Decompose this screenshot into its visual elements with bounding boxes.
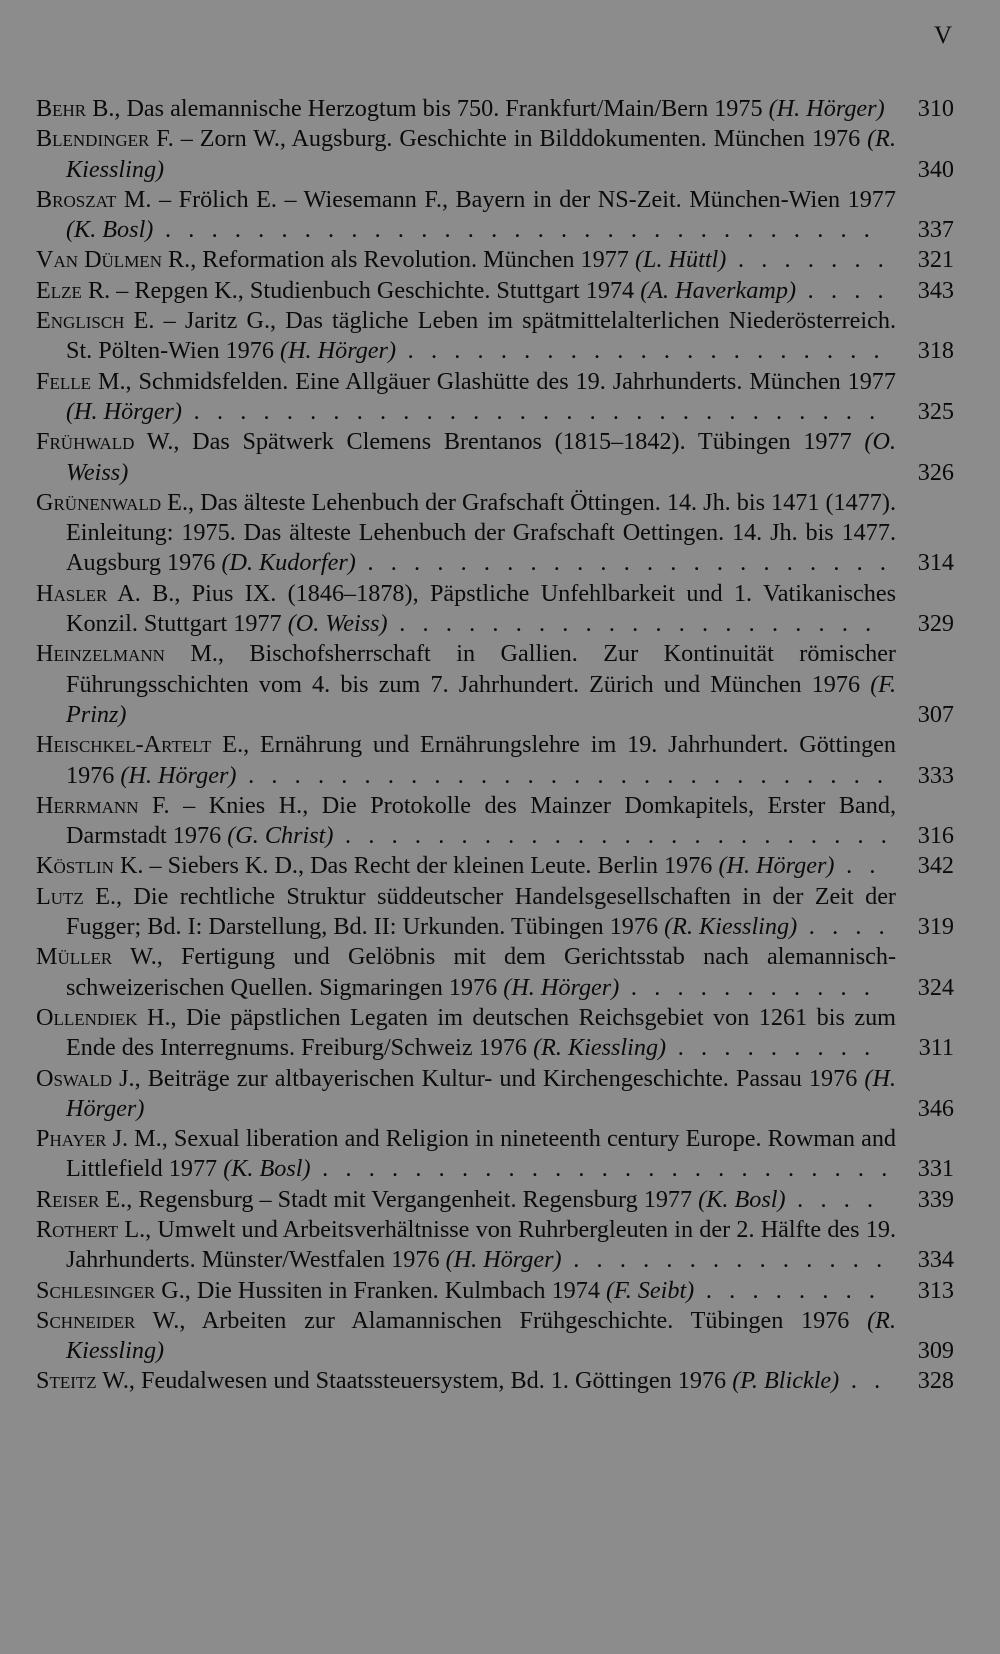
entry-title: E., Regensburg – Stadt mit Vergangenheit. Regensburg 1977 xyxy=(99,1185,699,1213)
page-reference: 324 xyxy=(917,973,954,1001)
author-name: Frühwald xyxy=(36,428,135,456)
author-name: Köstlin xyxy=(36,852,114,880)
page-reference: 340 xyxy=(917,155,954,183)
reviewer-name: (F. Prinz) xyxy=(66,670,896,728)
reviewer-name: (R. Kiessling) xyxy=(664,913,798,941)
page-reference: 346 xyxy=(917,1094,954,1122)
index-entry xyxy=(36,427,954,488)
page-reference: 334 xyxy=(917,1246,954,1274)
author-name: Schlesinger xyxy=(36,1276,156,1304)
page-reference: 329 xyxy=(917,610,954,638)
index-entry xyxy=(36,94,954,124)
dot-leader: . . . . . . . . . . . . . . . . . . . . . . . . . . . . xyxy=(236,761,889,789)
dot-leader: . . . . xyxy=(785,1185,879,1213)
page-reference: 343 xyxy=(917,276,954,304)
author-name: Heischkel-Artelt xyxy=(36,731,212,759)
author-name: Behr xyxy=(36,95,87,122)
page-reference: 333 xyxy=(917,761,954,789)
entry-title: B., Das alemannische Herzogtum bis 750. Frankfurt/Main/Bern 1975 xyxy=(86,95,769,122)
reviewer-name: (R. Kiessling) xyxy=(66,1306,896,1365)
reviewer-name: (A. Haverkamp) xyxy=(640,276,797,304)
entry-title: G., Die Hussiten in Franken. Kulmbach 1974 xyxy=(155,1276,606,1304)
dot-leader: . . xyxy=(839,1367,886,1395)
index-entry xyxy=(36,1185,954,1215)
page-reference: 311 xyxy=(918,1034,954,1062)
author-name: Müller xyxy=(36,943,113,971)
page-reference: 339 xyxy=(917,1185,954,1213)
author-name: Van Dülmen xyxy=(36,246,162,274)
entry-title: E., Das älteste Lehenbuch der Grafschaft Öttingen. 14. Jh. bis 1471 (1477). Einleitung: 1975. Das älteste Lehenbuch der Grafschaft Oettingen. 14. Jh. bis 1477. Augsburg 1976 xyxy=(66,488,896,577)
index-entry xyxy=(36,882,954,943)
reviewer-name: (H. Hörger) xyxy=(718,852,835,880)
index-entry xyxy=(36,367,954,428)
reviewer-name: (K. Bosl) xyxy=(698,1185,786,1213)
author-name: Grünenwald xyxy=(36,488,162,516)
entry-title: H., Die päpstlichen Legaten im deutschen Reichsgebiet von 1261 bis zum Ende des Interregnums. Freiburg/Schweiz 1976 xyxy=(66,1003,896,1062)
page-reference: 328 xyxy=(917,1367,954,1395)
dot-leader: . . . . . . . . . . . . . . . . . . . . . . . xyxy=(355,549,892,577)
entry-title: E., Die rechtliche Struktur süddeutscher Handelsgesellschaften in der Zeit der Fugger; Bd. I: Darstellung, Bd. II: Urkunden. Tübingen 1976 xyxy=(66,882,896,941)
author-name: Herrmann xyxy=(36,791,139,819)
reviewer-name: (R. Kiessling) xyxy=(66,125,896,183)
index-entry xyxy=(36,579,954,640)
entry-title: R., Reformation als Revolution. München 1977 xyxy=(161,246,635,274)
reviewer-name: (R. Kiessling) xyxy=(533,1034,667,1062)
dot-leader: . . . . xyxy=(796,276,890,304)
author-name: Lutz xyxy=(36,882,84,910)
page-reference: 321 xyxy=(917,246,954,274)
author-name: Elze xyxy=(36,276,82,304)
index-entry xyxy=(36,851,954,881)
entry-title: W., Arbeiten zur Alamannischen Frühgeschichte. Tübingen 1976 xyxy=(135,1306,868,1334)
entry-title: R. – Repgen K., Studienbuch Geschichte. Stuttgart 1974 xyxy=(81,276,641,304)
page-number: V xyxy=(934,22,953,49)
index-entry xyxy=(36,488,954,579)
index-entry xyxy=(36,942,954,1003)
entry-title: J. M., Sexual liberation and Religion in nineteenth century Europe. Rowman and Littlefield 1977 xyxy=(66,1125,896,1183)
entry-title: F. – Zorn W., Augsburg. Geschichte in Bilddokumenten. München 1976 xyxy=(149,125,868,153)
author-name: Blendinger xyxy=(36,125,150,153)
dot-leader: . . . . . . . . . . . . . . . . . . . . . xyxy=(396,337,886,365)
entry-title: L., Umwelt und Arbeitsverhältnisse von Ruhrbergleuten in der 2. Hälfte des 19. Jahrhunderts. Münster/Westfalen 1976 xyxy=(66,1215,896,1274)
entry-title: W., Das Spätwerk Clemens Brentanos (1815–1842). Tübingen 1977 xyxy=(134,428,865,456)
reviewer-name: (P. Blickle) xyxy=(732,1367,840,1395)
index-entries xyxy=(36,94,954,1397)
index-entry xyxy=(36,306,954,367)
dot-leader: . . . . . . . . . . . . . . xyxy=(561,1246,888,1274)
reviewer-name: (K. Bosl) xyxy=(66,216,154,244)
index-entry xyxy=(36,1124,954,1185)
reviewer-name: (K. Bosl) xyxy=(223,1155,311,1183)
reviewer-name: (H. Hörger) xyxy=(503,973,620,1001)
entry-title: K. – Siebers K. D., Das Recht der kleinen Leute. Berlin 1976 xyxy=(113,852,719,880)
author-name: Schneider xyxy=(36,1306,136,1334)
author-name: Hasler xyxy=(36,579,108,607)
dot-leader: . . . . . . . . . . . . . . . . . . . . . . . . . . . . . . xyxy=(182,397,881,425)
dot-leader: . . xyxy=(834,852,882,880)
author-name: Oswald xyxy=(36,1064,113,1092)
dot-leader: . . . . . . . . . xyxy=(666,1034,876,1062)
index-entry xyxy=(36,1306,954,1367)
dot-leader: . . . . . . . . . . . . . . . . . . . . . xyxy=(387,610,877,638)
index-entry xyxy=(36,791,954,852)
author-name: Reiser xyxy=(36,1185,100,1213)
author-name: Phayer xyxy=(36,1125,107,1153)
entry-title: E. – Jaritz G., Das tägliche Leben im spätmittelalterlichen Niederösterreich. St. Pölten-Wien 1976 xyxy=(66,307,896,365)
reviewer-name: (D. Kudorfer) xyxy=(221,549,356,577)
reviewer-name: (O. Weiss) xyxy=(66,428,896,486)
author-name: Ollendiek xyxy=(36,1003,138,1031)
reviewer-name: (H. Hörger) xyxy=(445,1246,562,1274)
author-name: Heinzelmann xyxy=(36,640,165,668)
index-entry xyxy=(36,185,954,246)
page-reference: 318 xyxy=(917,337,954,365)
page-reference: 319 xyxy=(917,913,954,941)
index-entry xyxy=(36,1215,954,1276)
entry-title: M., Schmidsfelden. Eine Allgäuer Glashütte des 19. Jahrhunderts. München 1977 xyxy=(91,367,896,395)
reviewer-name: (O. Weiss) xyxy=(287,610,388,638)
entry-title: M. – Frölich E. – Wiesemann F., Bayern in der NS-Zeit. München-Wien 1977 xyxy=(116,185,896,213)
page-reference: 313 xyxy=(917,1276,954,1304)
entry-title: M., Bischofsherrschaft in Gallien. Zur Kontinuität römischer Führungsschichten vom 4. bis zum 7. Jahrhundert. Zürich und München 1976 xyxy=(66,640,896,698)
index-entry xyxy=(36,124,954,185)
dot-leader: . . . . . . . xyxy=(726,246,890,274)
page-reference: 337 xyxy=(917,216,954,244)
index-entry xyxy=(36,1064,954,1125)
page-reference: 326 xyxy=(917,458,954,486)
author-name: Felle xyxy=(36,367,91,395)
reviewer-name: (F. Seibt) xyxy=(606,1276,695,1304)
dot-leader: . . . . . . . . . . . . . . . . . . . . . . . . . xyxy=(310,1155,893,1183)
author-name: Steitz xyxy=(36,1367,97,1395)
index-entry xyxy=(36,245,954,275)
index-entry xyxy=(36,639,954,730)
page-reference: 307 xyxy=(917,700,954,728)
reviewer-name: (L. Hüttl) xyxy=(634,246,727,274)
author-name: Englisch xyxy=(36,307,125,335)
dot-leader: . . . . . . . . . . . . . . . . . . . . . . . . xyxy=(333,822,893,850)
page-reference: 325 xyxy=(917,397,954,425)
entry-title: J., Beiträge zur altbayerischen Kultur- und Kirchengeschichte. Passau 1976 xyxy=(112,1064,865,1092)
reviewer-name: (G. Christ) xyxy=(227,822,334,850)
reviewer-name: (H. Hörger) xyxy=(120,761,237,789)
index-entry xyxy=(36,1003,954,1064)
page-reference: 331 xyxy=(917,1155,954,1183)
entry-title: W., Fertigung und Gelöbnis mit dem Gerichtsstab nach alemannisch-schweizerischen Quellen. Sigmaringen 1976 xyxy=(66,943,896,1001)
entry-title: E., Ernährung und Ernährungslehre im 19. Jahrhundert. Göttingen 1976 xyxy=(66,731,896,789)
index-entry xyxy=(36,1366,954,1396)
entry-title: W., Feudalwesen und Staatssteuersystem, Bd. 1. Göttingen 1976 xyxy=(96,1367,733,1395)
page-reference: 309 xyxy=(917,1337,954,1365)
dot-leader: . . . . xyxy=(797,913,891,941)
dot-leader: . . . . . . . . . . . . . . . . . . . . . . . . . . . . . . . xyxy=(153,216,876,244)
entry-title: A. B., Pius IX. (1846–1878), Päpstliche Unfehlbarkeit und 1. Vatikanisches Konzil. Stuttgart 1977 xyxy=(66,579,896,638)
dot-leader: . . . . . . . . . . . xyxy=(619,973,876,1001)
author-name: Rothert xyxy=(36,1215,119,1243)
index-entry xyxy=(36,1276,954,1306)
page-reference: 316 xyxy=(917,822,954,850)
page-reference: 314 xyxy=(917,549,954,577)
page-reference: 342 xyxy=(917,852,954,880)
index-entry xyxy=(36,276,954,306)
reviewer-name: (H. Hörger) xyxy=(768,95,885,122)
reviewer-name: (H. Hörger) xyxy=(66,1064,896,1122)
dot-leader: . . . . . . . . xyxy=(694,1276,881,1304)
entry-title: F. – Knies H., Die Protokolle des Mainzer Domkapitels, Erster Band, Darmstadt 1976 xyxy=(66,791,896,850)
page-reference: 310 xyxy=(917,95,954,122)
index-entry xyxy=(36,730,954,791)
reviewer-name: (H. Hörger) xyxy=(280,337,397,365)
author-name: Broszat xyxy=(36,185,117,213)
reviewer-name: (H. Hörger) xyxy=(66,397,182,425)
